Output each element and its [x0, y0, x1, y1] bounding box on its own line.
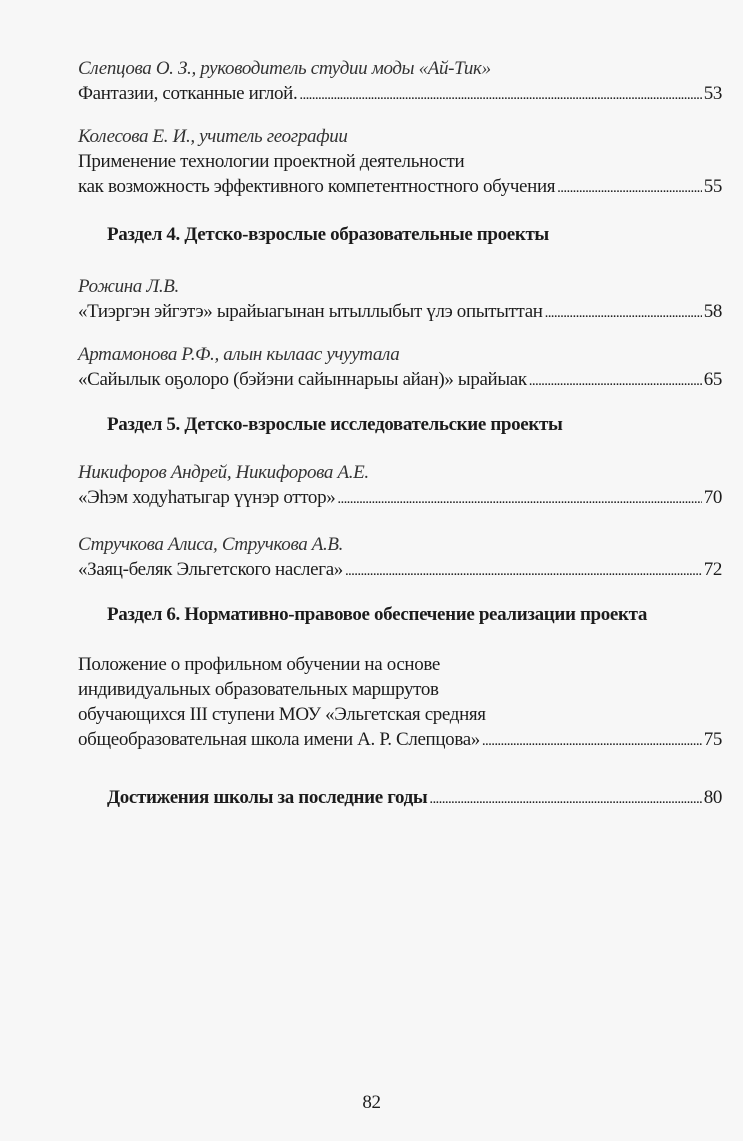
entry-title-line: [78, 367, 722, 392]
entry-page: 55: [703, 176, 722, 197]
toc-entry: [78, 652, 722, 752]
page-number: 82: [362, 1092, 381, 1113]
entry-title-line: [78, 557, 722, 582]
entry-page: 53: [703, 83, 722, 104]
toc-entry: [78, 56, 722, 106]
dot-leader: [482, 727, 702, 754]
entry-title-line: [78, 174, 722, 199]
entry-title: общеобразовательная школа имени А. Р. Слепцова»: [78, 729, 480, 750]
entry-author: Стручкова Алиса, Стручкова А.В.: [78, 534, 344, 555]
entry-page: 65: [703, 369, 722, 390]
entry-title-line: Положение о профильном обучении на основе: [78, 654, 440, 675]
entry-author: Слепцова О. З., руководитель студии моды «Ай-Тик»: [78, 58, 491, 79]
dot-leader: [529, 367, 702, 394]
toc-entry: [78, 124, 722, 199]
entry-author: Никифоров Андрей, Никифорова А.Е.: [78, 462, 369, 483]
entry-title: «Заяц-беляк Эльгетского наслега»: [78, 559, 343, 580]
toc-entry: [78, 460, 722, 510]
entry-title: Фантазии, сотканные иглой.: [78, 83, 298, 104]
dot-leader: [545, 299, 702, 326]
entry-title: как возможность эффективного компетентностного обучения: [78, 176, 556, 197]
entry-title: «Тиэргэн эйгэтэ» ырайыагынан ытыллыбыт үлэ опытыттан: [78, 301, 543, 322]
entry-author: Артамонова Р.Ф., алын кылаас учуутала: [78, 344, 400, 365]
toc-entry: [78, 274, 722, 324]
entry-title: «Эһэм ходуһатыгар үүнэр оттор»: [78, 487, 336, 508]
toc-entry-achievements: [107, 785, 722, 810]
entry-author: Рожина Л.В.: [78, 276, 179, 297]
entry-title: Достижения школы за последние годы: [107, 787, 428, 808]
dot-leader: [345, 557, 702, 584]
entry-title-line: [78, 727, 722, 752]
entry-title-line: обучающихся III ступени МОУ «Эльгетская средняя: [78, 704, 486, 725]
entry-page: 75: [703, 729, 722, 750]
entry-page: 58: [703, 301, 722, 322]
entry-title-line: [107, 785, 722, 810]
dot-leader: [337, 485, 701, 512]
entry-page: 70: [703, 487, 722, 508]
section-heading: Раздел 4. Детско-взрослые образовательные проекты: [107, 224, 549, 245]
section-heading: Раздел 6. Нормативно-правовое обеспечение реализации проекта: [107, 604, 647, 625]
dot-leader: [299, 81, 701, 108]
section-heading: Раздел 5. Детско-взрослые исследовательские проекты: [107, 414, 563, 435]
entry-title-line: [78, 485, 722, 510]
entry-author: Колесова Е. И., учитель географии: [78, 126, 348, 147]
entry-page: 72: [703, 559, 722, 580]
toc-entry: [78, 532, 722, 582]
dot-leader: [557, 174, 702, 201]
dot-leader: [429, 785, 701, 812]
entry-title-line: Применение технологии проектной деятельности: [78, 151, 465, 172]
entry-title-line: [78, 299, 722, 324]
entry-page: 80: [703, 787, 722, 808]
entry-title-line: индивидуальных образовательных маршрутов: [78, 679, 439, 700]
toc-entry: [78, 342, 722, 392]
entry-title-line: [78, 81, 722, 106]
entry-title: «Сайылык оҕолоро (бэйэни сайыннарыы айан)» ырайыак: [78, 369, 527, 390]
